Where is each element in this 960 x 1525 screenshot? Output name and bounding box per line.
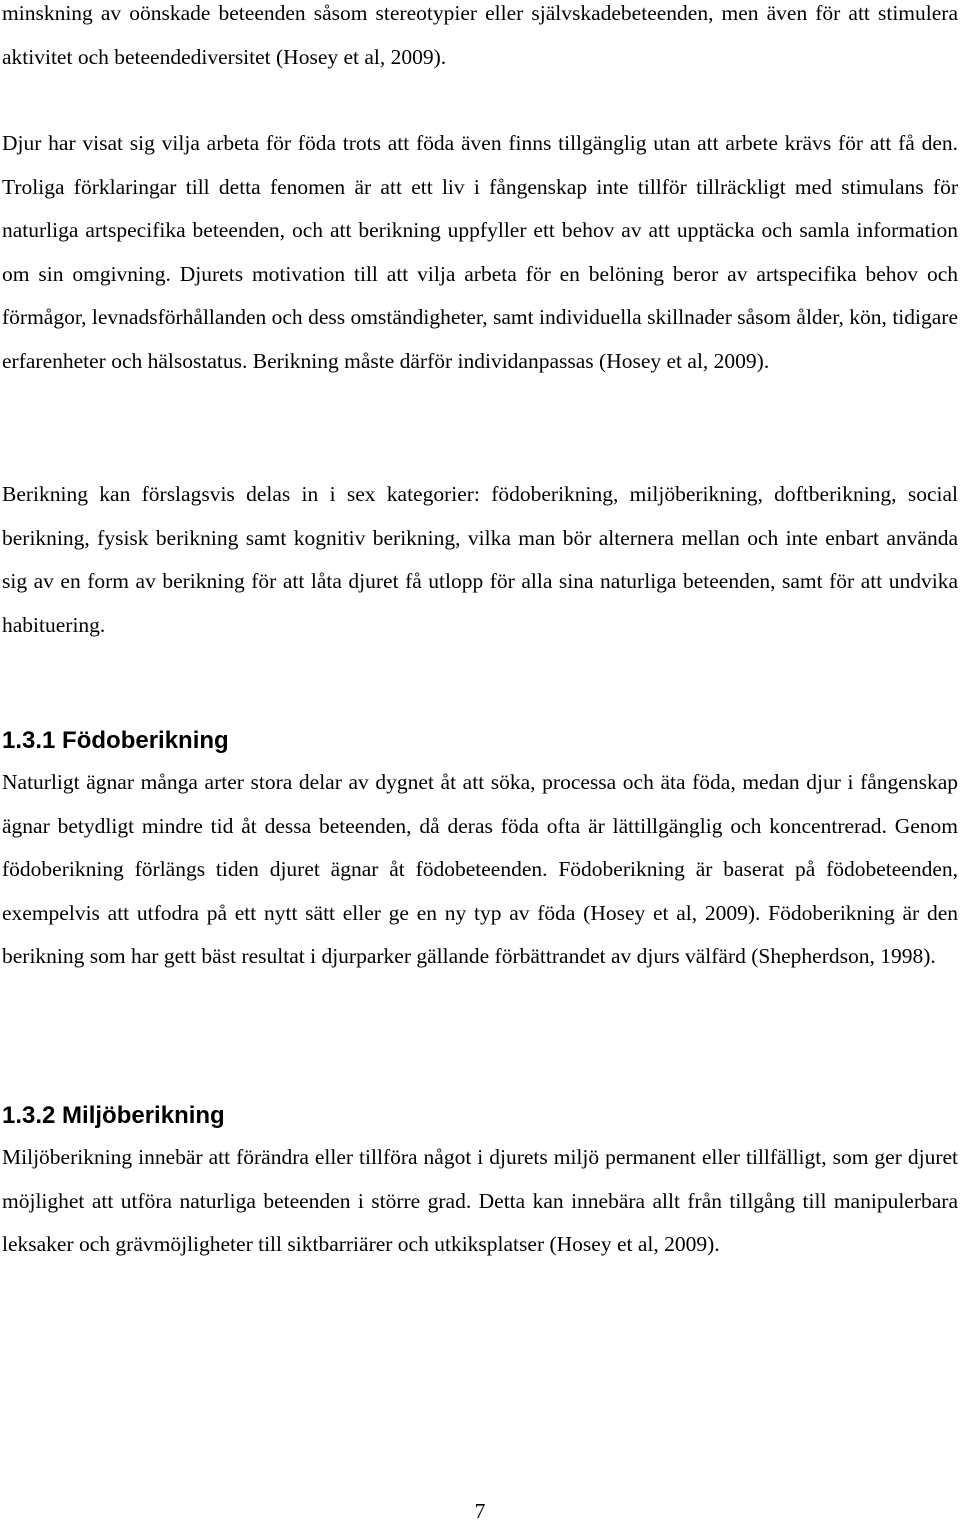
section-body-miljoberikning: Miljöberikning innebär att förändra eller tillföra något i djurets miljö permanent eller tillfälligt, som ger djuret möjlighet att utföra naturliga beteenden i större grad. Detta kan innebära allt från tillgång till manipulerbara leksaker och grävmöjligheter till siktbarriärer och utkiksplatser (Hosey et al, 2009). — [2, 1145, 958, 1256]
section-heading-miljoberikning: 1.3.2 Miljöberikning — [2, 1102, 225, 1129]
paragraph-continued: minskning av oönskade beteenden såsom stereotypier eller självskadebeteenden, men även för att stimulera aktivitet och beteendediversitet (Hosey et al, 2009). — [2, 1, 958, 69]
section-body-fodoberikning: Naturligt ägnar många arter stora delar av dygnet åt att söka, processa och äta föda, medan djur i fångenskap ägnar betydligt mindre tid åt dessa beteenden, då deras föda ofta är lättillgänglig och koncentrerad. Genom födoberikning förlängs tiden djuret ägnar åt födobeteenden. Födoberikning är baserat på födobeteenden, exempelvis att utfodra på ett nytt sätt eller ge en ny typ av föda (Hosey et al, 2009). Födoberikning är den berikning som har gett bäst resultat i djurparker gällande förbättrandet av djurs välfärd (Shepherdson, 1998). — [2, 770, 958, 968]
paragraph-motivation: Djur har visat sig vilja arbeta för föda trots att föda även finns tillgänglig utan att arbete krävs för att få den. Troliga förklaringar till detta fenomen är att ett liv i fångenskap inte tillför tillräckligt med stimulans för naturliga artspecifika beteenden, och att berikning uppfyller ett behov av att upptäcka och samla information om sin omgivning. Djurets motivation till att vilja arbeta för en belöning beror av artspecifika behov och förmågor, levnadsförhållanden och dess omständigheter, samt individuella skillnader såsom ålder, kön, tidigare erfarenheter och hälsostatus. Berikning måste därför individanpassas (Hosey et al, 2009). — [2, 131, 958, 373]
page-number: 7 — [474, 1499, 486, 1523]
paragraph-categories: Berikning kan förslagsvis delas in i sex kategorier: födoberikning, miljöberikning, doftberikning, social berikning, fysisk berikning samt kognitiv berikning, vilka man bör alternera mellan och inte enbart använda sig av en form av berikning för att låta djuret få utlopp för alla sina naturliga beteenden, samt för att undvika habituering. — [2, 482, 958, 637]
section-heading-fodoberikning: 1.3.1 Födoberikning — [2, 727, 229, 754]
